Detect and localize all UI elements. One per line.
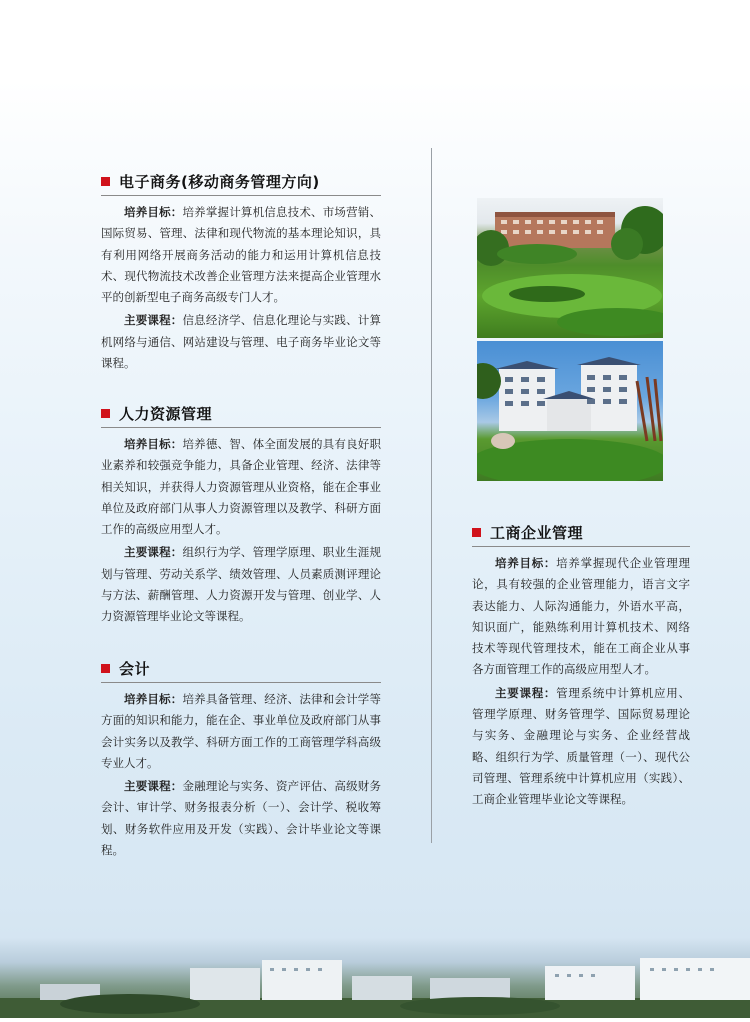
red-square-icon (472, 528, 481, 537)
red-square-icon (101, 664, 110, 673)
course-text: 信息经济学、信息化理论与实践、计算机网络与通信、网站建设与管理、电子商务毕业论文等课程。 (101, 313, 381, 371)
course-label: 主要课程： (124, 545, 183, 560)
course-label: 主要课程： (124, 779, 183, 794)
section-header (101, 402, 381, 428)
course-text: 管理系统中计算机应用、管理学原理、财务管理学、国际贸易理论与实务、金融理论与实务、企业经营战略、组织行为学、质量管理（一）、现代公司管理、管理系统中计算机应用（实践）、工商企业管理毕业论文等课程。 (472, 685, 691, 807)
goal-label: 培养目标： (495, 556, 557, 570)
section-business (472, 521, 690, 811)
goal-text: 培养具备管理、经济、法律和会计学等方面的知识和能力，能在企、事业单位及政府部门从事会计实务以及教学、科研方面工作的工商管理学科高级专业人才。 (101, 692, 381, 770)
course-paragraph (101, 776, 381, 861)
course-paragraph (472, 683, 690, 811)
section-header (472, 521, 690, 547)
course-label: 主要课程： (124, 313, 183, 328)
goal-text: 培养掌握计算机信息技术、市场营销、国际贸易、管理、法律和现代物流的基本理论知识，具有利用网络开展商务活动的能力和运用计算机信息技术、现代物流技术改善企业管理方法来提高企业管理水平的创新型电子商务高级专门人才。 (101, 205, 381, 305)
section-header (101, 657, 381, 683)
red-square-icon (101, 177, 110, 186)
section-accounting (101, 657, 381, 861)
campus-building-photo (477, 341, 663, 481)
goal-text: 培养掌握现代企业管理理论，具有较强的企业管理能力，语言文字表达能力、人际沟通能力，外语水平高，知识面广，能熟练利用计算机技术、网络技术等现代管理技术，能在工商企业从事各方面管理工作的高级应用型人才。 (472, 556, 691, 677)
goal-label: 培养目标： (124, 692, 183, 706)
section-header (101, 170, 381, 196)
course-text: 金融理论与实务、资产评估、高级财务会计、审计学、财务报表分析（一）、会计学、税收筹划、财务软件应用及开发（实践）、会计毕业论文等课程。 (101, 779, 381, 858)
campus-building-illustration (477, 341, 663, 481)
campus-skyline-illustration (0, 938, 750, 1018)
goal-label: 培养目标： (124, 437, 183, 451)
section-title: 人力资源管理 (119, 404, 213, 423)
goal-paragraph (101, 689, 381, 774)
campus-lawn-photo (477, 198, 663, 338)
goal-paragraph (101, 202, 381, 308)
column-divider (431, 148, 432, 843)
goal-paragraph (101, 434, 381, 540)
section-title: 会计 (119, 659, 151, 678)
red-square-icon (101, 409, 110, 418)
section-ecommerce (101, 170, 381, 374)
goal-paragraph (472, 553, 690, 681)
section-title: 工商企业管理 (490, 523, 584, 542)
campus-lawn-illustration (477, 198, 663, 338)
course-paragraph (101, 542, 381, 627)
goal-text: 培养德、智、体全面发展的具有良好职业素养和较强竞争能力，具备企业管理、经济、法律等相关知识，并获得人力资源管理从业资格，能在企事业单位及政府部门从事人力资源管理以及教学、科研方面工作的高级应用型人才。 (101, 437, 381, 537)
goal-label: 培养目标： (124, 205, 183, 219)
section-title: 电子商务(移动商务管理方向) (119, 172, 320, 191)
course-label: 主要课程： (495, 685, 557, 700)
campus-skyline-photo (0, 938, 750, 1018)
course-text: 组织行为学、管理学原理、职业生涯规划与管理、劳动关系学、绩效管理、人员素质测评理论与方法、薪酬管理、人力资源开发与管理、创业学、人力资源管理毕业论文等课程。 (101, 545, 381, 624)
course-paragraph (101, 310, 381, 374)
section-hr (101, 402, 381, 628)
